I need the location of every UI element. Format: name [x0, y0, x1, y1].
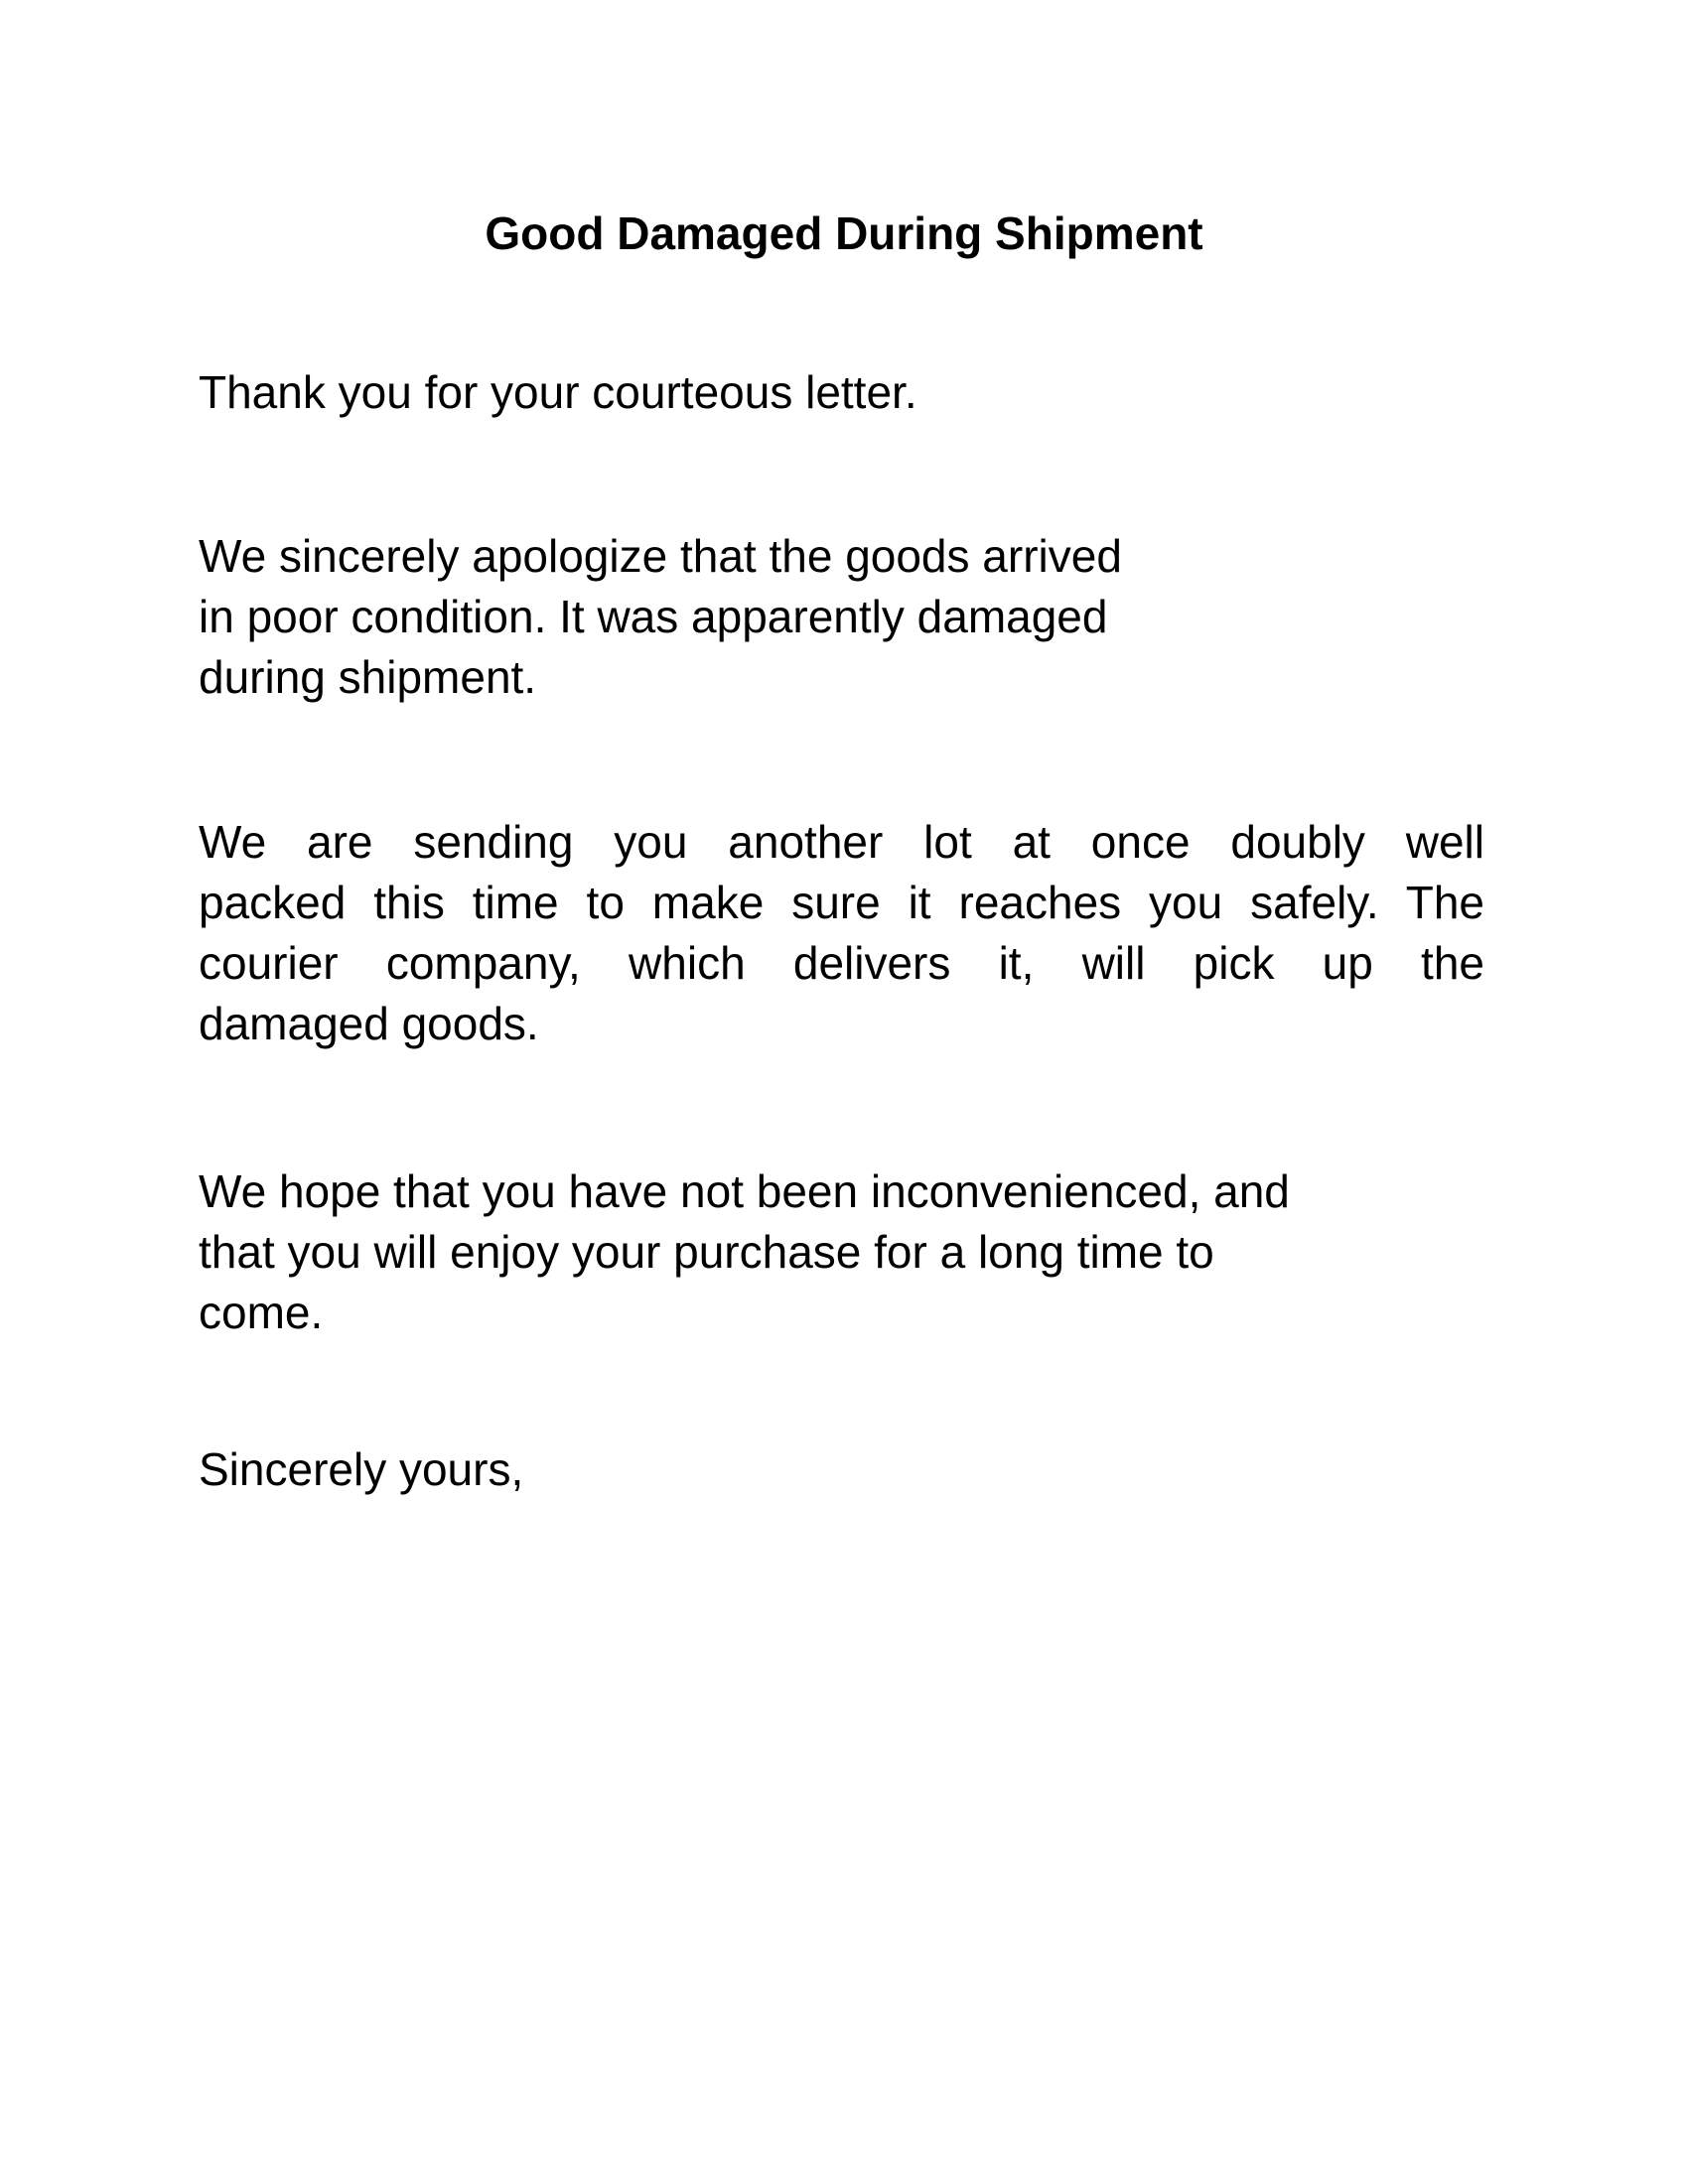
paragraph-line: We are sending you another lot at once doubly well [199, 816, 1484, 868]
paragraph-apology [199, 526, 1122, 708]
paragraph-line: that you will enjoy your purchase for a long time to [199, 1226, 1214, 1278]
paragraph-line: come. [199, 1287, 324, 1338]
letter-closing [199, 1439, 523, 1500]
paragraph-hope [199, 1161, 1290, 1343]
paragraph-replacement [199, 812, 1484, 1054]
paragraph-thanks [199, 362, 917, 423]
paragraph-line: packed this time to make sure it reaches you safely. The [199, 877, 1484, 928]
paragraph-line: damaged goods. [199, 998, 539, 1049]
letter-title: Good Damaged During Shipment [485, 207, 1203, 259]
paragraph-line: We hope that you have not been inconvenienced, and [199, 1165, 1290, 1217]
paragraph-line: in poor condition. It was apparently damaged [199, 591, 1108, 642]
paragraph-line: We sincerely apologize that the goods arrived [199, 530, 1122, 582]
paragraph-line: courier company, which delivers it, will pick up the [199, 937, 1484, 989]
paragraph-line: during shipment. [199, 651, 537, 703]
closing-line: Sincerely yours, [199, 1443, 524, 1495]
paragraph-line: Thank you for your courteous letter. [199, 366, 917, 418]
